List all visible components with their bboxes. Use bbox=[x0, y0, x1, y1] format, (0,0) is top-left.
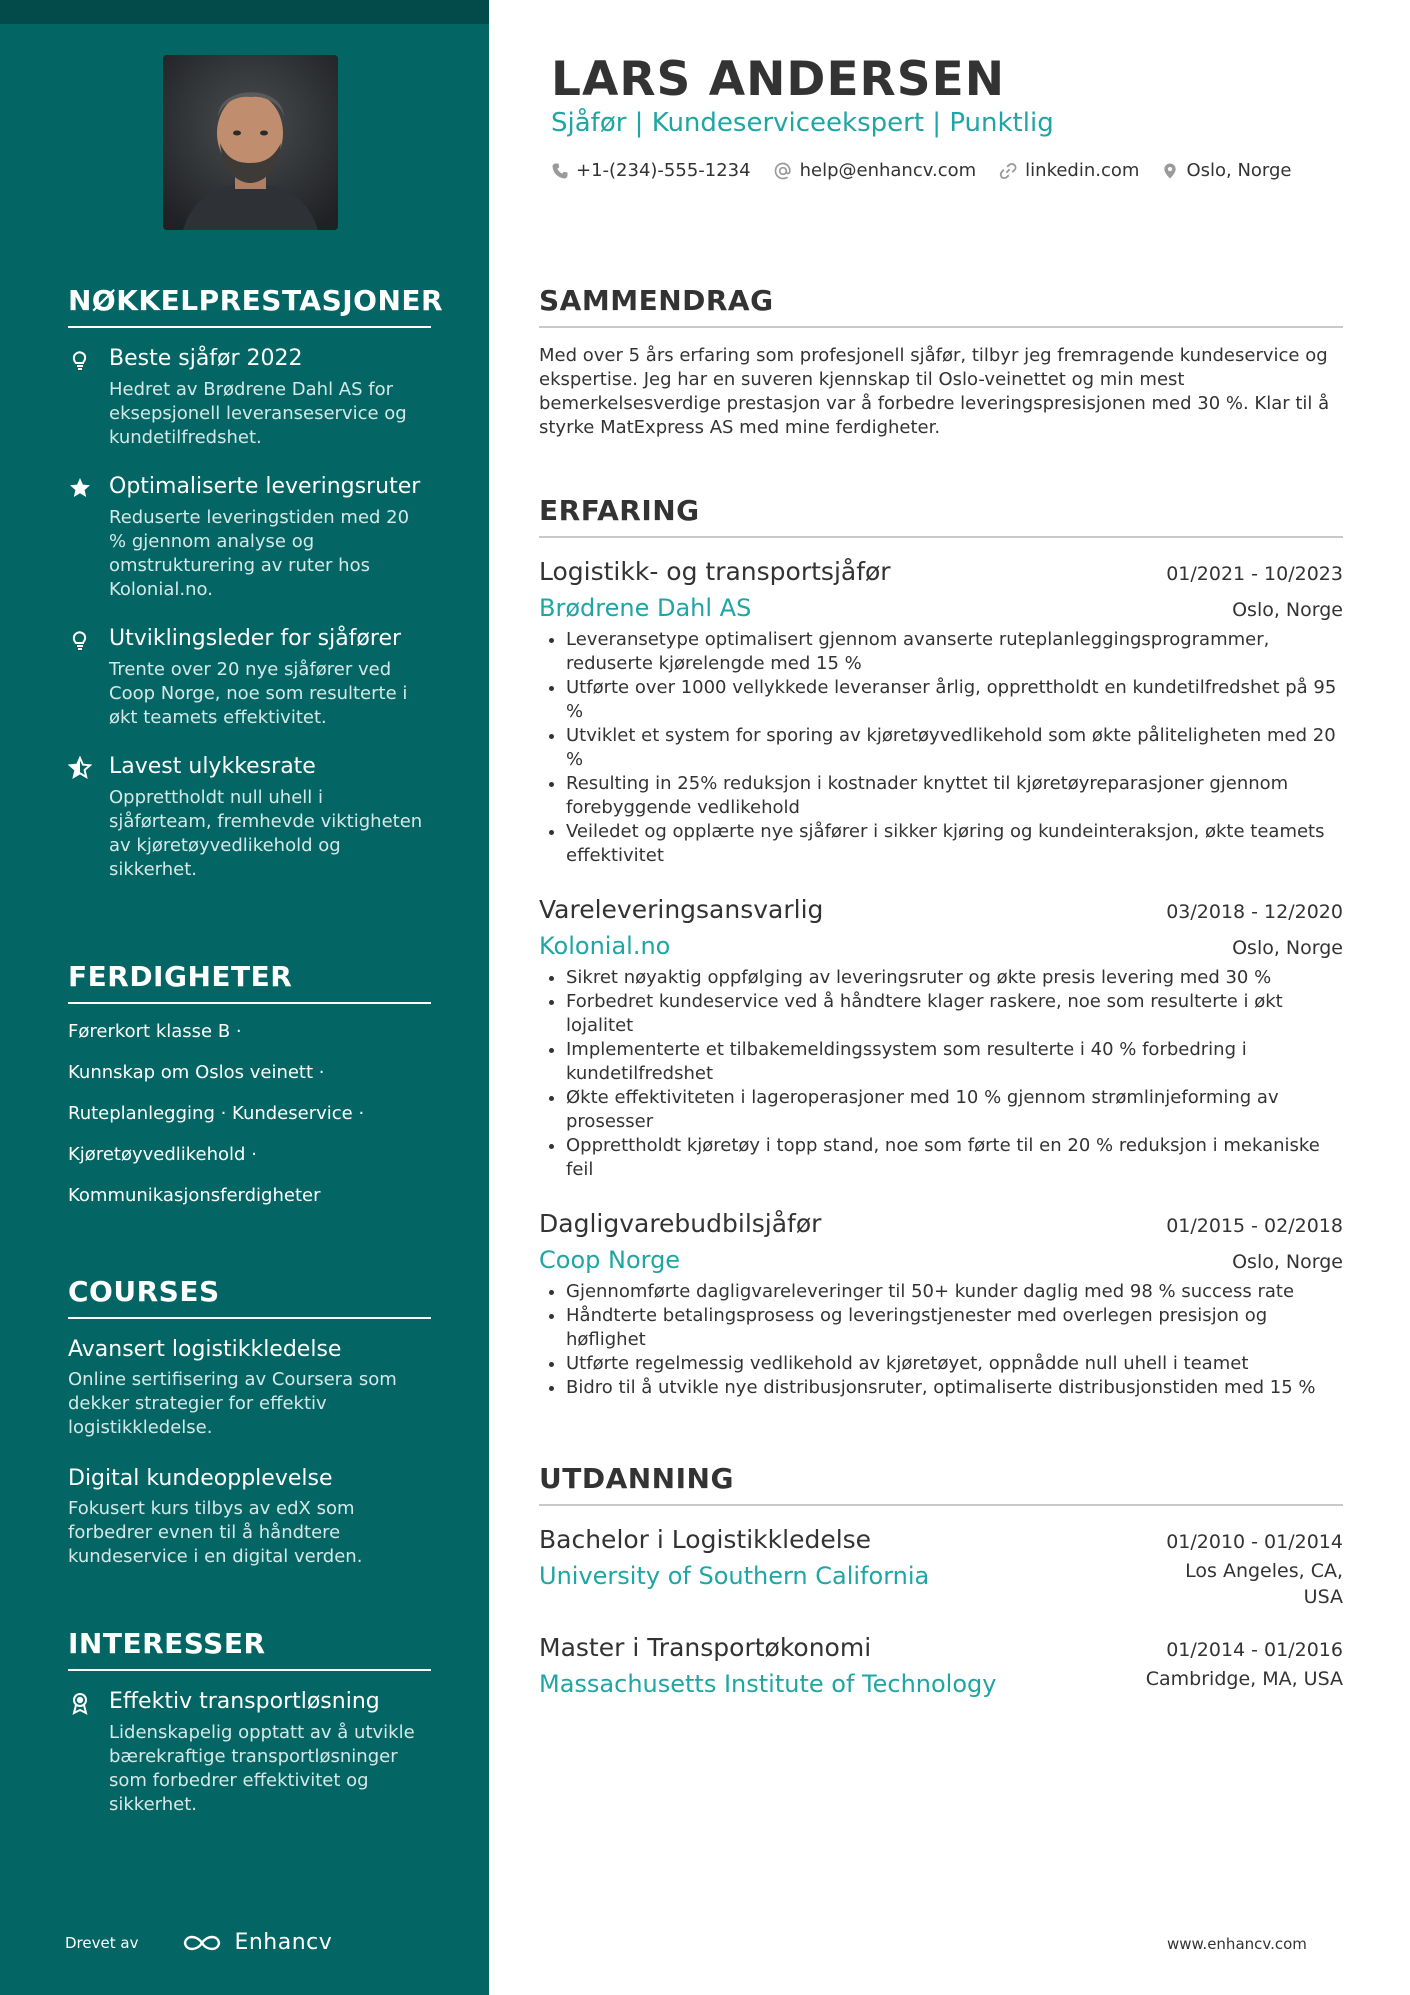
bullet-item: Opprettholdt kjøretøy i topp stand, noe som førte til en 20 % reduksjon i mekaniske feil bbox=[539, 1134, 1343, 1182]
education-location bbox=[1146, 1666, 1343, 1692]
experience-section bbox=[539, 492, 1343, 1424]
skills-heading: FERDIGHETER bbox=[68, 958, 431, 1004]
lightbulb-icon bbox=[68, 628, 92, 652]
education-location bbox=[1185, 1558, 1343, 1610]
bullet-item: Bidro til å utvikle nye distribusjonsruter, optimaliserte distribusjonstiden med 15 % bbox=[539, 1376, 1343, 1400]
job-entry bbox=[539, 554, 1343, 868]
course-item bbox=[68, 1335, 431, 1440]
courses-heading: COURSES bbox=[68, 1273, 431, 1319]
link-icon bbox=[998, 161, 1018, 181]
interests-heading: INTERESSER bbox=[68, 1625, 431, 1671]
linkedin-link: linkedin.com bbox=[1025, 160, 1140, 181]
education-dates: 01/2010 - 01/2014 bbox=[1166, 1531, 1343, 1553]
interest-title: Effektiv transportløsning bbox=[109, 1689, 380, 1714]
tagline: Sjåfør | Kundeserviceekspert | Punktlig bbox=[551, 108, 1054, 138]
summary-heading: SAMMENDRAG bbox=[539, 282, 1343, 328]
infinity-icon bbox=[180, 1932, 224, 1954]
school-name: University of Southern California bbox=[539, 1562, 930, 1590]
interest-item bbox=[68, 1687, 431, 1817]
achievements-section bbox=[68, 282, 444, 904]
job-dates: 01/2015 - 02/2018 bbox=[1166, 1215, 1343, 1237]
lightbulb-icon bbox=[68, 348, 92, 372]
skill-line: Førerkort klasse B · bbox=[68, 1021, 242, 1042]
bullet-item: Sikret nøyaktig oppfølging av leveringsruter og økte presis levering med 30 % bbox=[539, 966, 1343, 990]
phone-icon bbox=[551, 162, 569, 180]
bullet-item: Leveransetype optimalisert gjennom avanserte ruteplanleggingsprogrammer, reduserte kjørelengde med 15 % bbox=[539, 628, 1343, 676]
profile-photo bbox=[163, 55, 338, 230]
powered-by-label: Drevet av bbox=[65, 1933, 139, 1952]
achievement-item bbox=[68, 752, 431, 882]
bullet-item: Håndterte betalingsprosess og leveringstjenester med overlegen presisjon og høflighet bbox=[539, 1304, 1343, 1352]
courses-section bbox=[68, 1273, 431, 1593]
job-bullets bbox=[539, 1280, 1343, 1400]
bullet-item: Økte effektiviteten i lageroperasjoner med 10 % gjennom strømlinjeforming av prosesser bbox=[539, 1086, 1343, 1134]
achievements-heading: NØKKELPRESTASJONER bbox=[68, 282, 431, 328]
achievement-title: Utviklingsleder for sjåfører bbox=[109, 626, 402, 651]
website-link[interactable]: www.enhancv.com bbox=[1167, 1935, 1307, 1953]
education-dates: 01/2014 - 01/2016 bbox=[1166, 1639, 1343, 1661]
phone-number: +1-(234)-555-1234 bbox=[576, 160, 751, 181]
at-icon bbox=[773, 161, 793, 181]
job-entry bbox=[539, 892, 1343, 1182]
skill-line: Kunnskap om Oslos veinett · bbox=[68, 1062, 325, 1083]
email-address: help@enhancv.com bbox=[799, 160, 977, 181]
skill-line: Ruteplanlegging · Kundeservice · bbox=[68, 1103, 365, 1124]
job-location: Oslo, Norge bbox=[1232, 599, 1343, 621]
experience-heading: ERFARING bbox=[539, 492, 1343, 538]
achievement-title: Beste sjåfør 2022 bbox=[109, 346, 303, 371]
job-title: Logistikk- og transportsjåfør bbox=[539, 557, 891, 586]
contact-location bbox=[1161, 160, 1291, 181]
company-name: Kolonial.no bbox=[539, 932, 671, 960]
contact-linkedin[interactable] bbox=[998, 160, 1139, 181]
interest-description: Lidenskapelig opptatt av å utvikle bærekraftige transportløsninger som forbedrer effektivitet og sikkerhet. bbox=[109, 1722, 415, 1815]
achievement-title: Lavest ulykkesrate bbox=[109, 754, 316, 779]
location-text: Oslo, Norge bbox=[1186, 160, 1292, 181]
education-heading: UTDANNING bbox=[539, 1460, 1343, 1506]
job-dates: 01/2021 - 10/2023 bbox=[1166, 563, 1343, 585]
contact-bar bbox=[551, 160, 1292, 181]
education-section bbox=[539, 1460, 1343, 1722]
course-title: Digital kundeopplevelse bbox=[68, 1466, 333, 1491]
skills-section bbox=[68, 958, 431, 1225]
achievement-title: Optimaliserte leveringsruter bbox=[109, 474, 421, 499]
contact-email[interactable] bbox=[773, 160, 977, 181]
company-name: Coop Norge bbox=[539, 1246, 681, 1274]
achievement-description: Trente over 20 nye sjåfører ved Coop Norge, noe som resulterte i økt teamets effektivitet. bbox=[109, 659, 408, 728]
degree-title: Master i Transportøkonomi bbox=[539, 1633, 872, 1662]
company-name: Brødrene Dahl AS bbox=[539, 594, 752, 622]
job-bullets bbox=[539, 966, 1343, 1182]
course-title: Avansert logistikkledelse bbox=[68, 1337, 342, 1362]
candidate-name: LARS ANDERSEN bbox=[551, 52, 1006, 107]
enhancv-logo[interactable] bbox=[180, 1930, 332, 1955]
bullet-item: Utviklet et system for sporing av kjøretøyvedlikehold som økte påliteligheten med 20 % bbox=[539, 724, 1343, 772]
course-item bbox=[68, 1464, 431, 1569]
course-description: Online sertifisering av Coursera som dekker strategier for effektiv logistikkledelse. bbox=[68, 1369, 397, 1438]
course-description: Fokusert kurs tilbys av edX som forbedrer evnen til å håndtere kundeservice i en digital verden. bbox=[68, 1498, 363, 1567]
achievement-description: Opprettholdt null uhell i sjåførteam, fremhevde viktigheten av kjøretøyvedlikehold og sikkerhet. bbox=[109, 787, 423, 880]
job-bullets bbox=[539, 628, 1343, 868]
job-entry bbox=[539, 1206, 1343, 1400]
school-name: Massachusetts Institute of Technology bbox=[539, 1670, 997, 1698]
job-location: Oslo, Norge bbox=[1232, 937, 1343, 959]
skill-line: Kommunikasjonsferdigheter bbox=[68, 1185, 321, 1206]
bullet-item: Resulting in 25% reduksjon i kostnader knyttet til kjøretøyreparasjoner gjennom forebyggende vedlikehold bbox=[539, 772, 1343, 820]
summary-text: Med over 5 års erfaring som profesjonell sjåfør, tilbyr jeg fremragende kundeservice og ekspertise. Jeg har en suveren kjennskap til Oslo-veinettet og min mest bemerkelsesverdige prestasjon var å forbedre leveringspresisjonen med 30 %. Klar til å styrke MatExpress AS med mine ferdigheter. bbox=[539, 345, 1330, 438]
award-icon bbox=[68, 1691, 92, 1715]
achievement-item bbox=[68, 344, 431, 450]
achievement-description: Hedret av Brødrene Dahl AS for eksepsjonell leveranseservice og kundetilfredshet. bbox=[109, 379, 407, 448]
powered-by-footer bbox=[65, 1930, 332, 1955]
education-entry bbox=[539, 1630, 1343, 1702]
bullet-item: Gjennomførte dagligvareleveringer til 50+ kunder daglig med 98 % success rate bbox=[539, 1280, 1343, 1304]
education-location-line: USA bbox=[1303, 1586, 1343, 1608]
education-location-line: Cambridge, MA, USA bbox=[1145, 1668, 1343, 1690]
bullet-item: Utførte over 1000 vellykkede leveranser årlig, opprettholdt en kundetilfredshet på 95 % bbox=[539, 676, 1343, 724]
achievement-item bbox=[68, 472, 431, 602]
achievement-item bbox=[68, 624, 431, 730]
degree-title: Bachelor i Logistikkledelse bbox=[539, 1525, 872, 1554]
job-location: Oslo, Norge bbox=[1232, 1251, 1343, 1273]
education-location-line: Los Angeles, CA, bbox=[1185, 1560, 1343, 1582]
brand-name: Enhancv bbox=[234, 1930, 333, 1955]
sidebar bbox=[0, 0, 489, 1995]
job-dates: 03/2018 - 12/2020 bbox=[1166, 901, 1343, 923]
half-star-icon bbox=[68, 756, 92, 780]
sidebar-top-bar bbox=[0, 0, 489, 24]
interests-section bbox=[68, 1625, 431, 1839]
job-title: Vareleveringsansvarlig bbox=[539, 895, 824, 924]
bullet-item: Implementerte et tilbakemeldingssystem som resulterte i 40 % forbedring i kundetilfredshet bbox=[539, 1038, 1343, 1086]
bullet-item: Utførte regelmessig vedlikehold av kjøretøyet, oppnådde null uhell i teamet bbox=[539, 1352, 1343, 1376]
contact-phone[interactable] bbox=[551, 160, 751, 181]
skill-line: Kjøretøyvedlikehold · bbox=[68, 1144, 257, 1165]
summary-section bbox=[539, 282, 1343, 440]
bullet-item: Veiledet og opplærte nye sjåfører i sikker kjøring og kundeinteraksjon, økte teamets effektivitet bbox=[539, 820, 1343, 868]
bullet-item: Forbedret kundeservice ved å håndtere klager raskere, noe som resulterte i økt lojalitet bbox=[539, 990, 1343, 1038]
education-entry bbox=[539, 1522, 1343, 1610]
job-title: Dagligvarebudbilsjåfør bbox=[539, 1209, 822, 1238]
location-pin-icon bbox=[1161, 161, 1179, 181]
achievement-description: Reduserte leveringstiden med 20 % gjennom analyse og omstrukturering av ruter hos Kolonial.no. bbox=[109, 507, 410, 600]
star-icon bbox=[68, 476, 92, 500]
